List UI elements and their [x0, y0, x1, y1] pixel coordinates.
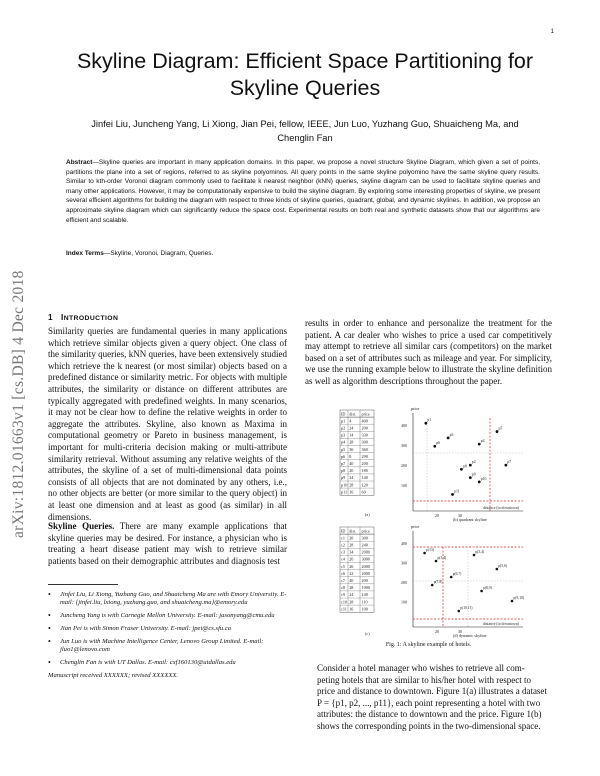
- table-b-cell: 28: [349, 599, 354, 605]
- table-b-cell: 240: [361, 542, 368, 548]
- para4-line: peting hotels that are similar to his/her hotel with respect to: [317, 674, 531, 685]
- intro-paragraph-1: Similarity queries are fundamental queries in many applications which retrieve similar objects given a query object. One class of the similarity queries, kNN queries, have been extensively studied which retrieve the k nearest (or most similar) objects based on a predefined distance or similarity metric. For objects with multiple attributes, the similarity or distance on different attributes are typically aggregated with predefined weights. In many scenarios, it may not be clear how to define the relative weights in order to aggregate the attributes. Skyline, also known as Maxima in computational geometry or Pareto in business management, is important for multi-criteria decision making or multi-attribute similarity retrieval. Without assuming any relative weights of the attributes, the skyline of a set of multi-dimensional data points consists of all objects that are not dominated by any others, i.e., no other objects are better (or more similar to the query object) in at least one dimension and at least as good (as similar) in all dimensions.: [48, 326, 287, 522]
- table-b-cell: c3: [341, 549, 345, 555]
- plot-b-point: [469, 476, 472, 479]
- bullet-icon: •: [48, 623, 51, 633]
- table-a-cell: 8: [349, 453, 352, 459]
- table-b-cell: 24: [349, 592, 354, 598]
- table-b-cell: 110: [361, 599, 368, 605]
- table-a-cell: 290: [361, 453, 368, 459]
- para4-line: price and distance to downtown. Figure 1(a) illustrates a dataset: [317, 686, 547, 697]
- table-a-cell: 4: [349, 418, 352, 424]
- table-a-cell: 330: [361, 432, 368, 438]
- plot-d-point: [431, 584, 434, 587]
- plot-d-y-tick: 300: [401, 560, 407, 566]
- bullet-icon: •: [48, 636, 51, 646]
- table-a-cell: 20: [349, 468, 354, 474]
- table-b-cell: 22: [349, 570, 354, 576]
- plot-b-x-tick: 30: [458, 513, 462, 518]
- plot-b-point-label: p9: [471, 472, 476, 477]
- table-b-header-cell: price: [361, 528, 370, 534]
- plot-d-point: [450, 576, 453, 579]
- plot-b-point: [504, 464, 507, 467]
- plot-d-y-tick: 400: [401, 541, 407, 546]
- plot-b-x-tick: 20: [435, 513, 439, 518]
- plot-d-point: [480, 590, 483, 593]
- plot-d-y-label: price: [411, 524, 420, 529]
- table-a-header-cell: ID: [341, 411, 346, 417]
- affiliation-note: [48, 591, 288, 608]
- plot-b-point-label: p1: [427, 418, 432, 423]
- section-heading: [48, 313, 118, 322]
- table-b-cell: 2000: [361, 549, 370, 555]
- plot-d-point: [473, 554, 476, 557]
- plot-d-point: [435, 560, 438, 563]
- table-b-cell: 26: [349, 563, 354, 569]
- affiliation-note: [48, 625, 288, 633]
- table-b-cell: 200: [361, 578, 368, 583]
- plot-b-point-label: p8: [462, 464, 467, 469]
- plot-d-point: [511, 600, 514, 603]
- table-a-cell: 120: [361, 482, 368, 488]
- table-b-cell: 26: [349, 556, 354, 562]
- bullet-icon: •: [48, 611, 51, 621]
- page-number: 1: [550, 29, 554, 35]
- table-b-header-cell: ID: [341, 528, 346, 534]
- skyline-queries-runin-head: Skyline Queries.: [48, 521, 115, 531]
- table-b-cell: c7: [341, 578, 345, 583]
- plot-d-x-tick: 20: [435, 629, 439, 634]
- plot-b-y-tick: 200: [401, 463, 407, 468]
- footnote-rule: [48, 584, 118, 585]
- title-line-1: Skyline Diagram: Efficient Space Partitioning for: [76, 49, 534, 73]
- subcaption-c: (c): [365, 631, 370, 636]
- bullet-icon: •: [48, 590, 51, 599]
- table-a-cell: p10: [341, 482, 348, 488]
- table-b-header-cell: dist.: [349, 528, 357, 534]
- plot-d-x-label: distance (to downtown): [483, 622, 519, 626]
- table-b-cell: 28: [349, 585, 354, 591]
- plot-b-point: [447, 436, 450, 439]
- plot-b-point: [424, 422, 427, 425]
- plot-d-x-tick: 30: [458, 629, 462, 634]
- plot-d-point: [496, 568, 499, 571]
- table-a-cell: p4: [341, 439, 346, 445]
- index-terms-text: —Skyline, Voronoi, Diagram, Queries.: [103, 250, 214, 257]
- plot-d-point-label: p(7,8): [433, 580, 443, 584]
- subcaption-a: (a): [365, 512, 370, 517]
- plot-b-y-label: price: [411, 406, 420, 411]
- table-b-cell: c2: [341, 542, 345, 548]
- note-text: Jun Luo is with Machine Intelligence Center, Lenovo Group Limited. E-mail: jluo1@lenovo.com: [60, 637, 264, 653]
- table-b-cell: c4: [341, 556, 345, 562]
- table-a-cell: p5: [341, 446, 346, 452]
- intro-paragraph-2: [48, 521, 287, 567]
- table-b-cell: c9: [341, 592, 345, 598]
- plot-d-point: [458, 610, 461, 613]
- note-text: Chenglin Fan is with UT Dallas. E-mail: cxf160130@utdallas.edu: [60, 658, 236, 666]
- plot-b-point-label: p11: [454, 489, 460, 494]
- table-a-cell: 200: [361, 425, 368, 431]
- plot-d-y-tick: 200: [401, 580, 407, 585]
- table-b-cell: 1000: [361, 585, 370, 591]
- bullet-icon: •: [48, 657, 51, 667]
- table-b-cell: 16: [349, 606, 354, 612]
- table-a-cell: 180: [361, 468, 368, 474]
- section-title-rest: NTRODUCTION: [63, 315, 119, 322]
- manuscript-dates: Manuscript received XXXXXX; revised XXXXXX.: [48, 671, 179, 679]
- figure-1-content: [340, 406, 525, 638]
- plot-b-point: [460, 468, 463, 471]
- affiliation-note: [48, 659, 288, 667]
- para4-line: P = {p1, p2, ..., p11}, each point representing a hotel with two: [317, 697, 541, 708]
- table-b-cell: 3000: [361, 556, 370, 562]
- plot-d-point-label: p(9,10): [513, 596, 524, 600]
- table-a-cell: p2: [341, 425, 346, 431]
- table-b-cell: 300: [361, 535, 368, 541]
- affiliation-note: [48, 612, 288, 620]
- figure-caption: Fig. 1: A skyline example of hotels.: [385, 642, 472, 648]
- plot-d-point-label: p(10,11): [460, 606, 473, 610]
- table-b-cell: c11: [341, 606, 347, 612]
- hotel-example-paragraph: [305, 663, 552, 733]
- table-a-cell: p9: [341, 475, 346, 481]
- plot-b-point: [451, 493, 454, 496]
- affiliation-notes: [48, 591, 288, 680]
- table-b-cell: c5: [341, 563, 345, 569]
- table-a-cell: p11: [341, 489, 348, 495]
- table-a-cell: p7: [341, 461, 346, 466]
- abstract: [66, 158, 540, 225]
- table-a-header-cell: price: [361, 411, 370, 417]
- table-b-cell: c10: [341, 599, 348, 605]
- plot-b-point-label: p5: [498, 426, 503, 431]
- table-a-cell: 200: [361, 461, 368, 466]
- section-title-initial: I: [61, 313, 64, 322]
- plot-b-point-label: p6: [436, 441, 441, 446]
- plot-d-point-label: p(3,4): [475, 550, 485, 554]
- authors-line-1: Jinfei Liu, Juncheng Yang, Li Xiong, Jian Pei, fellow, IEEE, Jun Luo, Yuzhang Guo, Shuaicheng Ma, and: [91, 119, 519, 129]
- plot-b-point-label: p2: [471, 460, 476, 465]
- affiliation-note: [48, 638, 288, 655]
- plot-b-point: [496, 430, 499, 433]
- plot-b-y-tick: 100: [401, 483, 407, 488]
- plot-b-point-label: p4: [480, 439, 485, 444]
- arxiv-stamp: arXiv:1812.01663v1 [cs.DB] 4 Dec 2018: [10, 270, 27, 538]
- plot-b-point-label: p3: [449, 432, 454, 437]
- author-list: [70, 117, 540, 145]
- abstract-label: Abstract: [66, 159, 93, 166]
- abstract-text: —Skyline queries are important in many application domains. In this paper, we propose a novel structure Skyline Diagram, which given a set of points, partitions the plane into a set of regions, referred to as skyline polyominos. All query points in the same skyline polyomino have the same skyline query results. Similar to kth-order Voronoi diagram commonly used to facilitate k nearest neighbor (kNN) queries, skyline diagram can be used to facilitate skyline queries and many other applications. However, it may be computationally expensive to build the skyline diagram. By exploring some interesting properties of skyline, we present several efficient algorithms for building the diagram with respect to three kinds of skyline queries, quadrant, global, and dynamic skylines. In addition, we propose an approximate skyline diagram which can significantly reduce the space cost. Experimental results on both real and synthetic datasets show that our algorithms are efficient and scalable.: [66, 159, 540, 224]
- table-a-cell: p6: [341, 453, 346, 459]
- authors-line-2: Chenglin Fan: [277, 133, 333, 143]
- skyline-queries-text: There are many example applications that skyline queries may be desired. For instance, a physician who is treating a heart disease patient may wish to retrieve similar patients based on their demographic attributes and diagnosis test: [48, 521, 287, 566]
- table-a-cell: 60: [361, 489, 366, 495]
- para4-line: shows the corresponding points in the two-dimensional space.: [317, 720, 541, 731]
- table-b-cell: 28: [349, 542, 354, 548]
- table-a-cell: 360: [361, 446, 368, 452]
- table-a-cell: 28: [349, 439, 354, 445]
- plot-b-point: [478, 443, 481, 446]
- plot-b-point: [469, 464, 472, 467]
- plot-b-y-tick: 300: [401, 443, 407, 448]
- note-text: Juncheng Yang is with Carnegie Mellon University. E-mail: jasonyang@cmu.edu: [60, 612, 275, 620]
- table-b-cell: c1: [341, 535, 345, 541]
- plot-d-y-tick: 100: [401, 599, 407, 605]
- table-a-cell: 24: [349, 425, 354, 431]
- table-b-cell: 20: [349, 535, 354, 541]
- table-a-cell: 14: [349, 432, 354, 438]
- plot-b-point: [433, 445, 436, 448]
- paper-title: [48, 48, 562, 102]
- table-a-cell: p3: [341, 432, 346, 438]
- table-a-cell: 40: [349, 461, 354, 466]
- index-terms-label: Index Terms: [66, 250, 104, 257]
- para4-line: Consider a hotel manager who wishes to retrieve all com-: [317, 663, 525, 673]
- plot-b-point-label: p7: [507, 460, 512, 465]
- table-b-cell: 2000: [361, 563, 370, 569]
- figure-1: [335, 405, 535, 639]
- table-a-cell: 16: [349, 489, 354, 495]
- plot-d-point-label: p(3,4): [437, 556, 447, 560]
- plot-d-point: [423, 552, 426, 555]
- table-a-cell: 300: [361, 439, 368, 445]
- section-number: 1: [48, 313, 53, 322]
- title-line-2: Skyline Queries: [229, 76, 381, 100]
- table-a-cell: p8: [341, 468, 346, 474]
- plot-b-point-label: p10: [480, 476, 487, 481]
- para4-line: attributes: the distance to downtown and the price. Figure 1(b): [317, 709, 542, 720]
- table-a-header-cell: dist.: [349, 411, 357, 417]
- subcaption-b: (b) quadrant skyline: [453, 517, 487, 522]
- table-b-cell: c6: [341, 570, 345, 576]
- right-column-paragraph: results in order to enhance and personalize the treatment for the patient. A car dealer who wishes to price a used car competitively may attempt to retrieve all similar cars (competitors) on the market based on a set of attributes such as mileage and year. For simplicity, we use the running example below to illustrate the skyline definition as well as algorithm descriptions throughout the paper.: [305, 318, 552, 386]
- plot-d-point-label: p(5,6): [498, 564, 507, 568]
- note-text: Jian Pei is with Simon Fraser University. E-mail: jpei@cs.sfu.ca: [60, 624, 232, 632]
- subcaption-d: (d) dynamic skyline: [453, 633, 487, 638]
- plot-b-y-tick: 400: [401, 423, 407, 428]
- plot-b-point: [478, 480, 481, 483]
- index-terms: [66, 250, 540, 257]
- table-b-cell: c8: [341, 585, 345, 591]
- table-b-cell: 140: [361, 592, 368, 598]
- table-b-cell: 40: [349, 578, 354, 583]
- table-b-cell: 34: [349, 549, 354, 555]
- table-b-cell: 100: [361, 606, 368, 612]
- table-a-cell: 36: [349, 446, 354, 452]
- note-text: Jinfei Liu, Li Xiong, Yuzhang Guo, and Shuaicheng Ma are with Emory University. E-mail: {jinfei.liu, lxiong, yuzhang.guo, and shuaicheng.ma}@emory.edu: [60, 591, 287, 607]
- plot-d-point-label: p(8,9): [483, 586, 492, 590]
- plot-d-point-label: p(6,7): [452, 572, 462, 576]
- plot-b-x-label: distance (to downtown): [483, 506, 519, 510]
- table-a-cell: 140: [361, 475, 368, 481]
- table-a-cell: p1: [341, 418, 346, 424]
- table-a-cell: 24: [349, 475, 354, 481]
- table-b-cell: 2000: [361, 570, 370, 576]
- table-a-cell: 28: [349, 482, 354, 488]
- table-a-cell: 400: [361, 418, 368, 424]
- plot-d-point-label: p(13): [426, 548, 434, 552]
